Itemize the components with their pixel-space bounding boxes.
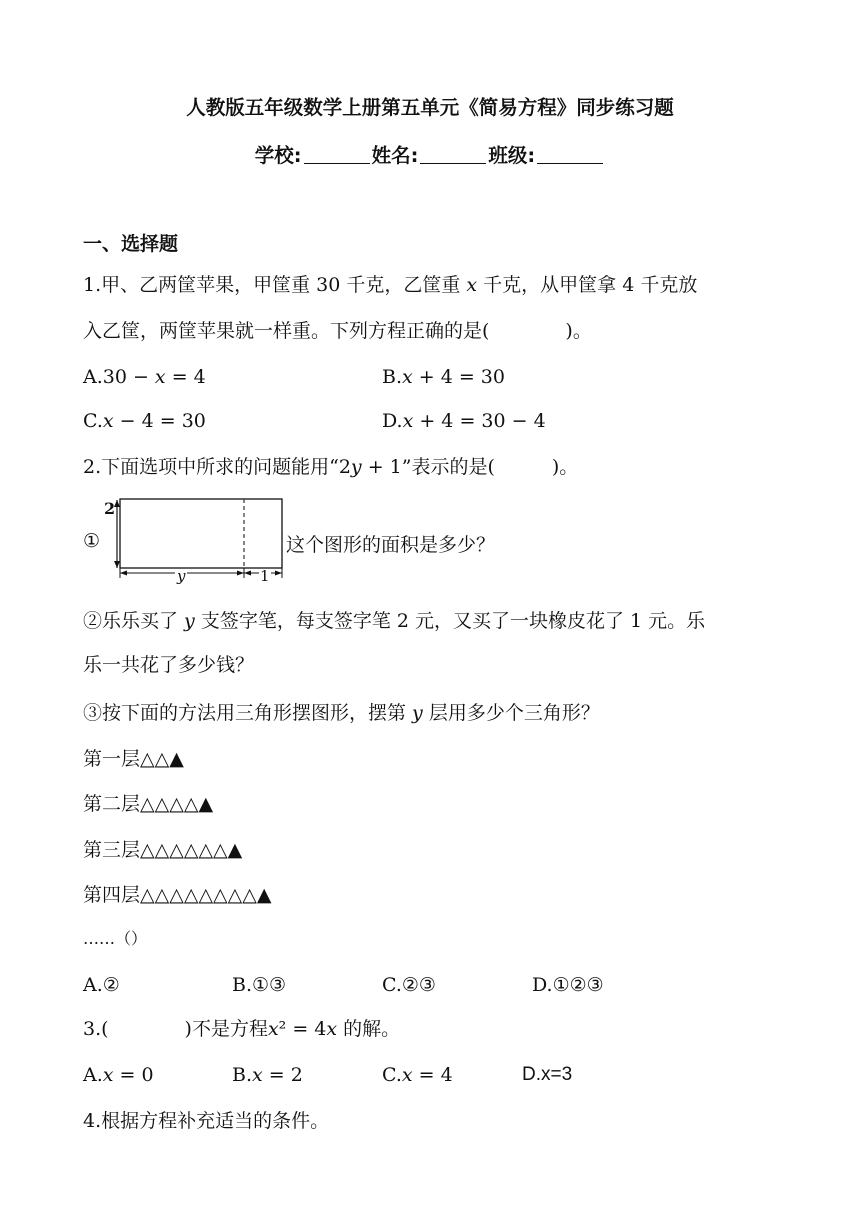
q2-option-a: A.② xyxy=(83,974,120,996)
q2-stem: 2.下面选项中所求的问题能用“2𝑦 + 1”表示的是( )。 xyxy=(83,456,579,478)
item1-marker: ① xyxy=(83,530,101,552)
q4-stem: 4.根据方程补充适当的条件。 xyxy=(83,1110,330,1132)
q2-item2-line1: ②乐乐买了 𝑦 支签字笔，每支签字笔 2 元，又买了一块橡皮花了 1 元。乐 xyxy=(83,610,706,632)
school-label: 学校: xyxy=(254,144,302,167)
q2-option-c: C.②③ xyxy=(382,974,436,996)
name-blank xyxy=(420,145,486,164)
item1-question: 这个图形的面积是多少？ xyxy=(286,534,496,556)
rectangle-figure xyxy=(103,496,283,578)
name-label: 姓名: xyxy=(371,144,419,167)
q1-option-b: B.𝑥 + 4 = 30 xyxy=(382,366,505,388)
figure-width-label: y xyxy=(177,567,186,585)
layer-2: 第二层△△△△▲ xyxy=(83,793,214,815)
q1-line1: 1.甲、乙两筐苹果，甲筐重 30 千克，乙筐重 𝑥 千克，从甲筐拿 4 千克放 xyxy=(83,274,698,296)
q1-option-a: A.30 − 𝑥 = 4 xyxy=(83,366,206,388)
layer-3: 第三层△△△△△△▲ xyxy=(83,839,243,861)
figure-height-label: 2 xyxy=(104,499,116,518)
q1-option-c: C.𝑥 − 4 = 30 xyxy=(83,410,206,432)
q2-item2-line2: 乐一共花了多少钱？ xyxy=(83,654,255,676)
q3-option-a: A.𝑥 = 0 xyxy=(83,1064,154,1086)
q3-option-c: C.𝑥 = 4 xyxy=(382,1064,453,1086)
q2-option-d: D.①②③ xyxy=(532,974,604,996)
q1-line2: 入乙筐，两筐苹果就一样重。下列方程正确的是( )。 xyxy=(83,320,592,342)
page-title: 人教版五年级数学上册第五单元《简易方程》同步练习题 xyxy=(186,96,674,119)
q3-option-b: B.𝑥 = 2 xyxy=(232,1064,303,1086)
class-blank xyxy=(537,145,603,164)
class-label: 班级: xyxy=(488,144,536,167)
layers-ellipsis: ……（） xyxy=(83,929,148,948)
q2-option-b: B.①③ xyxy=(232,974,287,996)
layer-1: 第一层△△▲ xyxy=(83,748,184,770)
school-blank xyxy=(304,145,370,164)
q3-stem: 3.( )不是方程𝑥² = 4𝑥 的解。 xyxy=(83,1018,401,1040)
figure-extra-label: 1 xyxy=(260,567,270,585)
q2-item1 xyxy=(83,496,703,585)
section-heading: 一、选择题 xyxy=(83,233,179,255)
q1-option-d: D.𝑥 + 4 = 30 − 4 xyxy=(382,410,546,432)
layer-4: 第四层△△△△△△△△▲ xyxy=(83,884,272,906)
q3-option-d: D.x=3 xyxy=(522,1064,573,1085)
q2-item3: ③按下面的方法用三角形摆图形，摆第 𝑦 层用多少个三角形？ xyxy=(83,702,600,724)
student-info-line xyxy=(0,140,860,168)
